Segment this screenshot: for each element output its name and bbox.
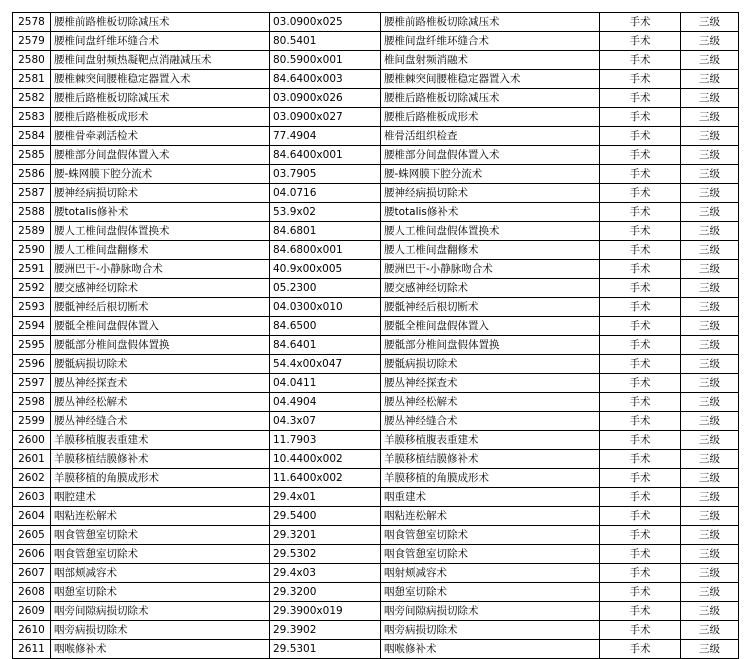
category: 手术: [600, 127, 681, 146]
table-row: [13, 336, 739, 355]
surgery-name: 咽旁间隙病损切除术: [51, 602, 270, 621]
table-row: [13, 165, 739, 184]
surgery-code-table: [12, 12, 739, 659]
row-number: 2579: [13, 32, 51, 51]
surgery-code: 04.3x07: [270, 412, 381, 431]
surgery-name: 腰人工椎间盘假体置换术: [51, 222, 270, 241]
row-number: 2595: [13, 336, 51, 355]
table-row: [13, 279, 739, 298]
surgery-code: 84.6400x001: [270, 146, 381, 165]
operation-name: 腰椎部分间盘假体置入术: [381, 146, 600, 165]
level: 三级: [681, 279, 739, 298]
operation-name: 腰totalis修补术: [381, 203, 600, 222]
surgery-code: 29.5302: [270, 545, 381, 564]
surgery-name: 羊膜移植的角膜成形术: [51, 469, 270, 488]
surgery-code: 04.0411: [270, 374, 381, 393]
level: 三级: [681, 165, 739, 184]
operation-name: 腰人工椎间盘翻修术: [381, 241, 600, 260]
row-number: 2589: [13, 222, 51, 241]
table-row: [13, 507, 739, 526]
operation-name: 腰骶部分椎间盘假体置换: [381, 336, 600, 355]
level: 三级: [681, 336, 739, 355]
surgery-name: 羊膜移植腹表重建术: [51, 431, 270, 450]
operation-name: 腰洲巴干-小静脉吻合术: [381, 260, 600, 279]
table-row: [13, 431, 739, 450]
surgery-name: 腰神经病损切除术: [51, 184, 270, 203]
row-number: 2581: [13, 70, 51, 89]
surgery-code: 84.6800x001: [270, 241, 381, 260]
surgery-name: 腰椎后路椎板成形术: [51, 108, 270, 127]
row-number: 2602: [13, 469, 51, 488]
operation-name: 咽憩室切除术: [381, 583, 600, 602]
category: 手术: [600, 241, 681, 260]
level: 三级: [681, 564, 739, 583]
surgery-name: 咽粘连松解术: [51, 507, 270, 526]
surgery-name: 腰人工椎间盘翻修术: [51, 241, 270, 260]
level: 三级: [681, 70, 739, 89]
table-row: [13, 70, 739, 89]
category: 手术: [600, 355, 681, 374]
table-row: [13, 13, 739, 32]
level: 三级: [681, 431, 739, 450]
surgery-name: 腰交感神经切除术: [51, 279, 270, 298]
surgery-name: 咽食管憩室切除术: [51, 526, 270, 545]
operation-name: 腰骶神经后根切断术: [381, 298, 600, 317]
category: 手术: [600, 108, 681, 127]
table-row: [13, 298, 739, 317]
table-row: [13, 526, 739, 545]
table-row: [13, 89, 739, 108]
surgery-name: 腰椎前路椎板切除减压术: [51, 13, 270, 32]
level: 三级: [681, 127, 739, 146]
table-row: [13, 108, 739, 127]
category: 手术: [600, 621, 681, 640]
surgery-name: 腰骶病损切除术: [51, 355, 270, 374]
surgery-name: 腰椎骨牵剥活检术: [51, 127, 270, 146]
surgery-code: 84.6801: [270, 222, 381, 241]
surgery-code: 03.7905: [270, 165, 381, 184]
row-number: 2586: [13, 165, 51, 184]
row-number: 2592: [13, 279, 51, 298]
surgery-name: 腰椎部分间盘假体置入术: [51, 146, 270, 165]
category: 手术: [600, 13, 681, 32]
surgery-code: 29.4x03: [270, 564, 381, 583]
category: 手术: [600, 184, 681, 203]
operation-name: 腰神经病损切除术: [381, 184, 600, 203]
surgery-code: 10.4400x002: [270, 450, 381, 469]
table-row: [13, 51, 739, 70]
level: 三级: [681, 260, 739, 279]
row-number: 2608: [13, 583, 51, 602]
category: 手术: [600, 374, 681, 393]
table-row: [13, 203, 739, 222]
category: 手术: [600, 469, 681, 488]
category: 手术: [600, 450, 681, 469]
category: 手术: [600, 222, 681, 241]
table-row: [13, 222, 739, 241]
category: 手术: [600, 203, 681, 222]
surgery-code: 29.3201: [270, 526, 381, 545]
table-row: [13, 469, 739, 488]
category: 手术: [600, 507, 681, 526]
operation-name: 腰椎后路椎板成形术: [381, 108, 600, 127]
category: 手术: [600, 431, 681, 450]
level: 三级: [681, 469, 739, 488]
level: 三级: [681, 526, 739, 545]
operation-name: 腰椎棘突间腰椎稳定器置入术: [381, 70, 600, 89]
table-body: [13, 13, 739, 659]
row-number: 2601: [13, 450, 51, 469]
level: 三级: [681, 355, 739, 374]
level: 三级: [681, 89, 739, 108]
operation-name: 腰骶全椎间盘假体置入: [381, 317, 600, 336]
surgery-code: 04.4904: [270, 393, 381, 412]
level: 三级: [681, 640, 739, 659]
operation-name: 咽喉修补术: [381, 640, 600, 659]
surgery-name: 咽喉修补术: [51, 640, 270, 659]
surgery-code: 77.4904: [270, 127, 381, 146]
table-row: [13, 488, 739, 507]
level: 三级: [681, 298, 739, 317]
table-row: [13, 317, 739, 336]
row-number: 2584: [13, 127, 51, 146]
table-row: [13, 412, 739, 431]
operation-name: 咽重建术: [381, 488, 600, 507]
surgery-name: 腰骶全椎间盘假体置入: [51, 317, 270, 336]
operation-name: 腰椎前路椎板切除减压术: [381, 13, 600, 32]
row-number: 2585: [13, 146, 51, 165]
table-row: [13, 355, 739, 374]
level: 三级: [681, 108, 739, 127]
surgery-name: 羊膜移植结膜修补术: [51, 450, 270, 469]
surgery-name: 腰椎间盘纤维环缝合术: [51, 32, 270, 51]
surgery-name: 腰丛神经缝合术: [51, 412, 270, 431]
surgery-code: 03.0900x025: [270, 13, 381, 32]
row-number: 2609: [13, 602, 51, 621]
surgery-code: 80.5900x001: [270, 51, 381, 70]
level: 三级: [681, 32, 739, 51]
row-number: 2594: [13, 317, 51, 336]
level: 三级: [681, 203, 739, 222]
category: 手术: [600, 260, 681, 279]
level: 三级: [681, 184, 739, 203]
operation-name: 腰丛神经缝合术: [381, 412, 600, 431]
surgery-code: 11.6400x002: [270, 469, 381, 488]
row-number: 2606: [13, 545, 51, 564]
category: 手术: [600, 583, 681, 602]
operation-name: 椎骨活组织检查: [381, 127, 600, 146]
surgery-name: 腰骶神经后根切断术: [51, 298, 270, 317]
row-number: 2588: [13, 203, 51, 222]
row-number: 2587: [13, 184, 51, 203]
row-number: 2583: [13, 108, 51, 127]
operation-name: 腰骶病损切除术: [381, 355, 600, 374]
row-number: 2600: [13, 431, 51, 450]
level: 三级: [681, 13, 739, 32]
level: 三级: [681, 222, 739, 241]
operation-name: 咽食管憩室切除术: [381, 526, 600, 545]
surgery-name: 咽憩室切除术: [51, 583, 270, 602]
level: 三级: [681, 621, 739, 640]
category: 手术: [600, 146, 681, 165]
surgery-code: 11.7903: [270, 431, 381, 450]
row-number: 2611: [13, 640, 51, 659]
row-number: 2582: [13, 89, 51, 108]
operation-name: 咽旁病损切除术: [381, 621, 600, 640]
surgery-code: 80.5401: [270, 32, 381, 51]
category: 手术: [600, 317, 681, 336]
surgery-code: 84.6400x003: [270, 70, 381, 89]
surgery-name: 咽食管憩室切除术: [51, 545, 270, 564]
row-number: 2590: [13, 241, 51, 260]
level: 三级: [681, 317, 739, 336]
operation-name: 咽旁间隙病损切除术: [381, 602, 600, 621]
surgery-code: 05.2300: [270, 279, 381, 298]
surgery-code: 29.3902: [270, 621, 381, 640]
surgery-code: 40.9x00x005: [270, 260, 381, 279]
level: 三级: [681, 393, 739, 412]
row-number: 2607: [13, 564, 51, 583]
row-number: 2598: [13, 393, 51, 412]
category: 手术: [600, 412, 681, 431]
operation-name: 腰丛神经探查术: [381, 374, 600, 393]
surgery-name: 咽部颊减容术: [51, 564, 270, 583]
surgery-name: 腰-蛛网膜下腔分流术: [51, 165, 270, 184]
level: 三级: [681, 412, 739, 431]
table-row: [13, 545, 739, 564]
row-number: 2610: [13, 621, 51, 640]
surgery-code: 04.0716: [270, 184, 381, 203]
category: 手术: [600, 336, 681, 355]
row-number: 2591: [13, 260, 51, 279]
surgery-name: 腰丛神经探查术: [51, 374, 270, 393]
operation-name: 咽射颊减容术: [381, 564, 600, 583]
operation-name: 咽粘连松解术: [381, 507, 600, 526]
surgery-code: 54.4x00x047: [270, 355, 381, 374]
category: 手术: [600, 488, 681, 507]
level: 三级: [681, 374, 739, 393]
category: 手术: [600, 526, 681, 545]
table-row: [13, 241, 739, 260]
surgery-name: 腰洲巴干-小静脉吻合术: [51, 260, 270, 279]
level: 三级: [681, 583, 739, 602]
operation-name: 腰人工椎间盘假体置换术: [381, 222, 600, 241]
table-row: [13, 374, 739, 393]
operation-name: 羊膜移植结膜修补术: [381, 450, 600, 469]
surgery-code: 03.0900x026: [270, 89, 381, 108]
surgery-code: 29.4x01: [270, 488, 381, 507]
surgery-name: 腰椎间盘射频热凝靶点消融减压术: [51, 51, 270, 70]
surgery-code: 29.3200: [270, 583, 381, 602]
row-number: 2597: [13, 374, 51, 393]
surgery-name: 腰椎棘突间腰椎稳定器置入术: [51, 70, 270, 89]
surgery-code: 29.5301: [270, 640, 381, 659]
surgery-code: 84.6401: [270, 336, 381, 355]
level: 三级: [681, 488, 739, 507]
table-row: [13, 260, 739, 279]
category: 手术: [600, 298, 681, 317]
table-row: [13, 564, 739, 583]
surgery-code: 29.5400: [270, 507, 381, 526]
level: 三级: [681, 146, 739, 165]
row-number: 2593: [13, 298, 51, 317]
row-number: 2599: [13, 412, 51, 431]
category: 手术: [600, 279, 681, 298]
surgery-name: 咽旁病损切除术: [51, 621, 270, 640]
table-row: [13, 393, 739, 412]
category: 手术: [600, 640, 681, 659]
category: 手术: [600, 32, 681, 51]
table-row: [13, 146, 739, 165]
surgery-code: 03.0900x027: [270, 108, 381, 127]
category: 手术: [600, 51, 681, 70]
table-row: [13, 621, 739, 640]
row-number: 2603: [13, 488, 51, 507]
table-row: [13, 184, 739, 203]
operation-name: 咽食管憩室切除术: [381, 545, 600, 564]
table-row: [13, 583, 739, 602]
level: 三级: [681, 507, 739, 526]
operation-name: 腰椎间盘纤维环缝合术: [381, 32, 600, 51]
surgery-name: 腰骶部分椎间盘假体置换: [51, 336, 270, 355]
category: 手术: [600, 564, 681, 583]
row-number: 2580: [13, 51, 51, 70]
level: 三级: [681, 602, 739, 621]
operation-name: 椎间盘射频消融术: [381, 51, 600, 70]
surgery-name: 咽腔建术: [51, 488, 270, 507]
surgery-code: 53.9x02: [270, 203, 381, 222]
category: 手术: [600, 165, 681, 184]
row-number: 2604: [13, 507, 51, 526]
row-number: 2605: [13, 526, 51, 545]
surgery-name: 腰椎后路椎板切除减压术: [51, 89, 270, 108]
operation-name: 羊膜移植的角膜成形术: [381, 469, 600, 488]
operation-name: 羊膜移植腹表重建术: [381, 431, 600, 450]
surgery-code: 29.3900x019: [270, 602, 381, 621]
surgery-name: 腰丛神经松解术: [51, 393, 270, 412]
operation-name: 腰椎后路椎板切除减压术: [381, 89, 600, 108]
level: 三级: [681, 241, 739, 260]
category: 手术: [600, 393, 681, 412]
table-row: [13, 602, 739, 621]
category: 手术: [600, 545, 681, 564]
row-number: 2596: [13, 355, 51, 374]
row-number: 2578: [13, 13, 51, 32]
category: 手术: [600, 602, 681, 621]
table-row: [13, 127, 739, 146]
category: 手术: [600, 70, 681, 89]
level: 三级: [681, 450, 739, 469]
table-row: [13, 32, 739, 51]
surgery-code: 04.0300x010: [270, 298, 381, 317]
surgery-code: 84.6500: [270, 317, 381, 336]
category: 手术: [600, 89, 681, 108]
level: 三级: [681, 51, 739, 70]
table-row: [13, 640, 739, 659]
table-row: [13, 450, 739, 469]
operation-name: 腰丛神经松解术: [381, 393, 600, 412]
surgery-name: 腰totalis修补术: [51, 203, 270, 222]
level: 三级: [681, 545, 739, 564]
operation-name: 腰-蛛网膜下腔分流术: [381, 165, 600, 184]
operation-name: 腰交感神经切除术: [381, 279, 600, 298]
